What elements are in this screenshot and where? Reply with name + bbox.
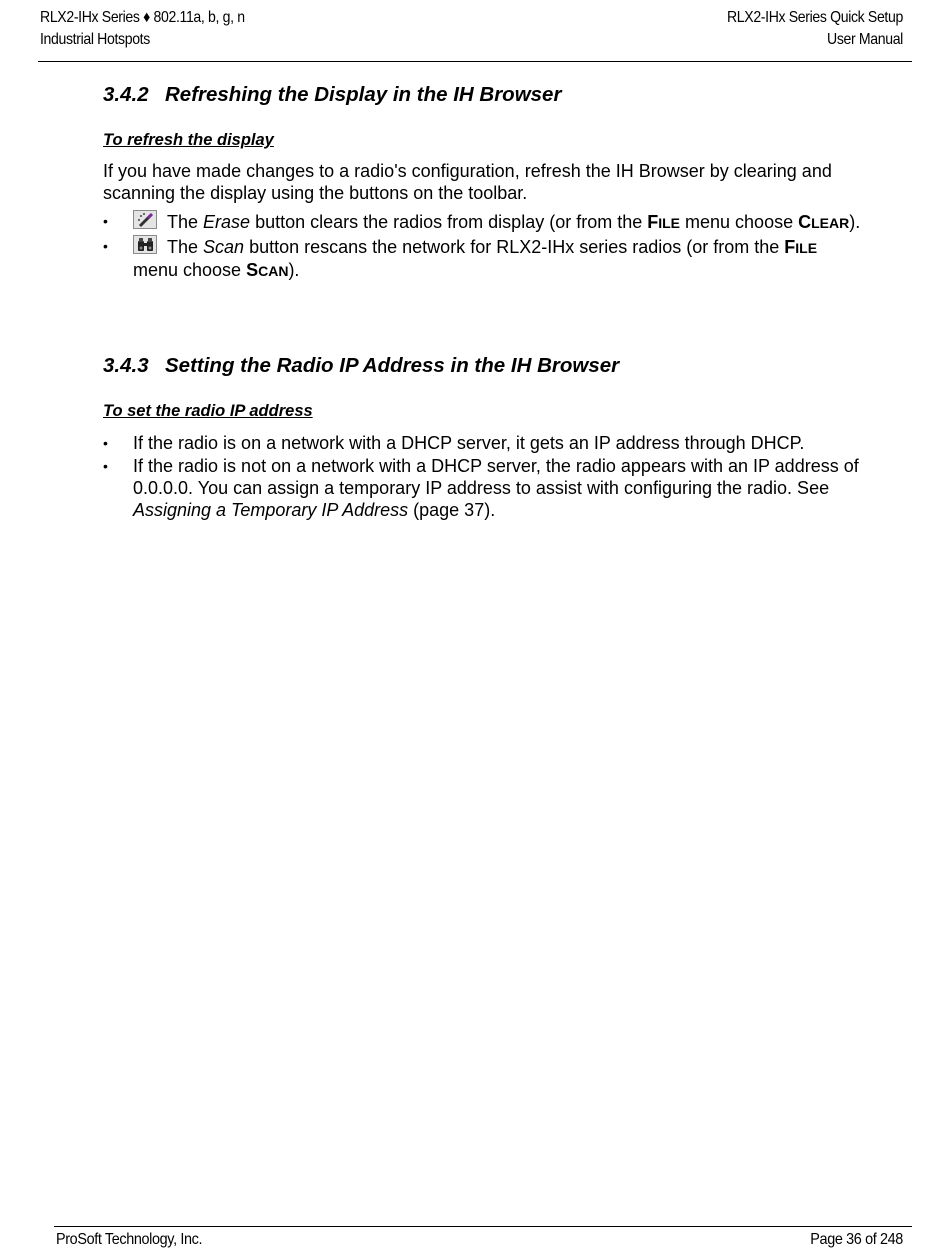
ip-address-bullet-list [103,432,863,522]
footer-rule [54,1226,912,1227]
binoculars-icon [133,235,157,254]
menu-name-file: FILE [647,212,681,232]
refresh-bullet-list [103,210,863,283]
section-heading-3-4-2 [103,84,561,106]
header-product-line: RLX2-IHx Series ♦ 802.11a, b, g, n [40,9,245,26]
header-rule [38,61,912,62]
menu-name-file: FILE [784,237,818,257]
footer-company: ProSoft Technology, Inc. [56,1231,203,1248]
bullet-marker: • [103,238,108,254]
header-doc-title: RLX2-IHx Series Quick Setup [727,9,903,26]
page-header-left [40,7,245,51]
section-title: Refreshing the Display in the IH Browser [165,83,562,106]
bullet-marker: • [103,458,108,474]
menu-item-clear: CLEAR [798,212,850,232]
section-title: Setting the Radio IP Address in the IH Browser [165,354,620,377]
intro-paragraph: If you have made changes to a radio's configuration, refresh the IH Browser by clearing and scanning the display using the buttons on the toolbar. [103,161,832,203]
header-doc-type: User Manual [827,31,903,48]
header-product-category: Industrial Hotspots [40,31,150,48]
section-number: 3.4.2 [103,83,149,106]
section-number: 3.4.3 [103,354,149,377]
bullet-marker: • [103,213,108,229]
section-heading-3-4-3 [103,355,619,377]
list-item-no-dhcp: • If the radio is not on a network with a DHCP server, the radio appears with an IP address of 0.0.0.0. You can assign a temporary IP address to assist with configuring the radio. See Assigning a Temporary IP Address (page 37). [103,456,859,520]
procedure-subheading: To set the radio IP address [103,402,313,420]
cross-reference-link[interactable]: Assigning a Temporary IP Address [133,500,409,520]
bullet-marker: • [103,435,108,451]
procedure-subheading: To refresh the display [103,131,274,149]
footer-page-number: Page 36 of 248 [810,1231,903,1248]
list-item-scan: • The Scan button rescans the network for RLX2-IHx series radios (or from the FILE menu choose SCAN). [103,237,818,280]
menu-item-scan: SCAN [246,260,289,280]
page-header-right [727,7,903,51]
eraser-icon [133,210,157,229]
list-item-erase: • The Erase button clears the radios from display (or from the FILE menu choose CLEAR). [103,212,861,232]
list-item-dhcp: • If the radio is on a network with a DHCP server, it gets an IP address through DHCP. [103,433,805,453]
